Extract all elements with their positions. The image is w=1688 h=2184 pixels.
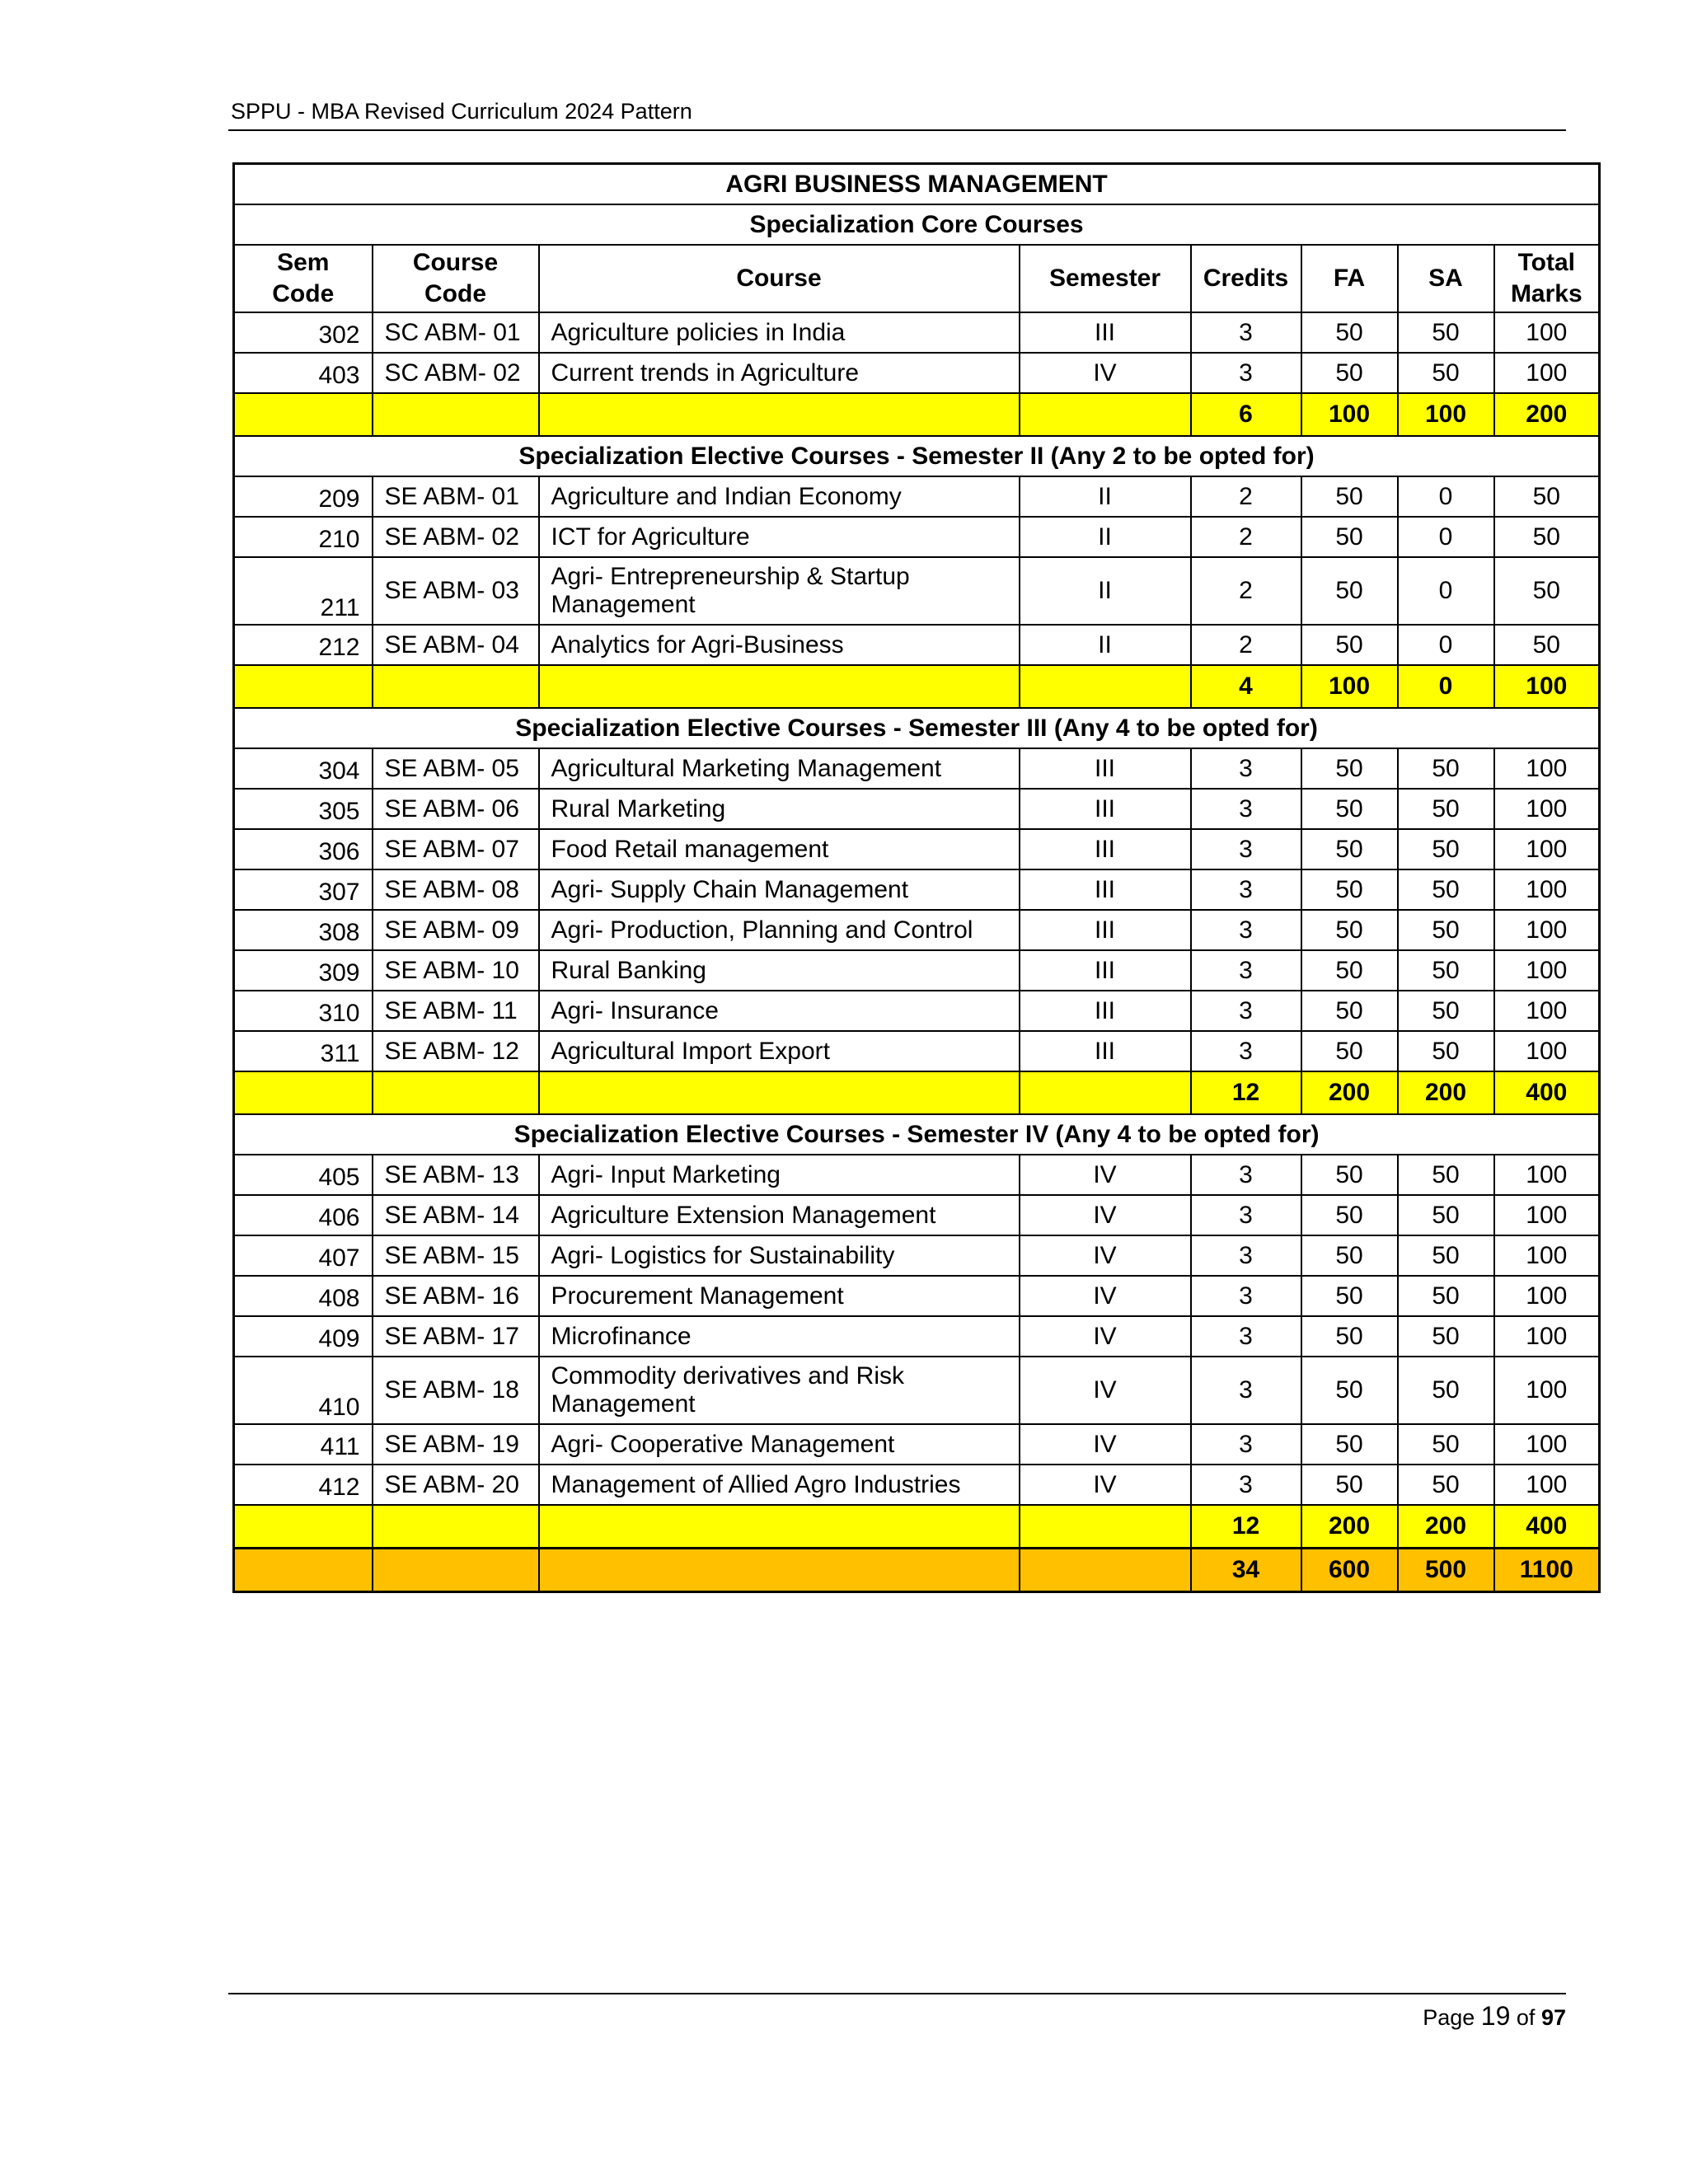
course-name-cell: Agri- Production, Planning and Control	[539, 910, 1020, 950]
total-marks-cell: 100	[1494, 1031, 1600, 1071]
fa-cell: 50	[1301, 625, 1398, 665]
table-row	[234, 950, 1600, 991]
total-marks-cell: 100	[1494, 869, 1600, 910]
total-marks-cell: 100	[1494, 1424, 1600, 1465]
semester-cell: IV	[1020, 1155, 1191, 1195]
sem-code-cell: 305	[234, 789, 373, 829]
fa-cell: 50	[1301, 1276, 1398, 1316]
course-code-cell: SE ABM- 08	[373, 869, 539, 910]
table-row	[234, 869, 1600, 910]
course-code-cell: SE ABM- 02	[373, 517, 539, 557]
empty-cell	[234, 393, 373, 436]
semester-cell: III	[1020, 950, 1191, 991]
total-marks-cell: 50	[1494, 625, 1600, 665]
course-code-cell: SE ABM- 06	[373, 789, 539, 829]
sem-code-cell: 309	[234, 950, 373, 991]
sem-code-cell: 406	[234, 1195, 373, 1235]
sem-code-cell: 311	[234, 1031, 373, 1071]
fa-cell: 50	[1301, 517, 1398, 557]
semester-cell: IV	[1020, 1424, 1191, 1465]
fa-cell: 50	[1301, 1465, 1398, 1505]
total-marks-cell: 100	[1494, 991, 1600, 1031]
credits-cell: 2	[1191, 625, 1301, 665]
empty-cell	[539, 1549, 1020, 1592]
sem-code-cell: 308	[234, 910, 373, 950]
subtotal-total: 200	[1494, 393, 1600, 436]
total-marks-cell: 100	[1494, 312, 1600, 353]
empty-cell	[539, 1505, 1020, 1549]
sem-code-cell: 307	[234, 869, 373, 910]
sa-cell: 0	[1398, 557, 1494, 625]
course-name-cell: Management of Allied Agro Industries	[539, 1465, 1020, 1505]
table-row	[234, 1155, 1600, 1195]
course-code-cell: SE ABM- 09	[373, 910, 539, 950]
subtotal-total: 400	[1494, 1071, 1600, 1114]
col-sa-header: SA	[1398, 245, 1494, 312]
subtotal-credits: 12	[1191, 1505, 1301, 1549]
col-semester-header: Semester	[1020, 245, 1191, 312]
semester-cell: II	[1020, 476, 1191, 517]
empty-cell	[234, 1505, 373, 1549]
subtotal-fa: 100	[1301, 393, 1398, 436]
sem-code-cell: 403	[234, 353, 373, 393]
table-row	[234, 557, 1600, 625]
fa-cell: 50	[1301, 1195, 1398, 1235]
fa-cell: 50	[1301, 748, 1398, 789]
total-marks-cell: 100	[1494, 748, 1600, 789]
col-fa-header: FA	[1301, 245, 1398, 312]
table-row	[234, 1031, 1600, 1071]
course-name-cell: Agri- Logistics for Sustainability	[539, 1235, 1020, 1276]
empty-cell	[234, 665, 373, 708]
semester-cell: IV	[1020, 1195, 1191, 1235]
section-heading: Specialization Core Courses	[234, 204, 1600, 245]
sem-code-cell: 302	[234, 312, 373, 353]
page-number: 19	[1480, 2001, 1511, 2031]
table-row	[234, 312, 1600, 353]
subtotal-credits: 4	[1191, 665, 1301, 708]
credits-cell: 3	[1191, 789, 1301, 829]
course-code-cell: SE ABM- 19	[373, 1424, 539, 1465]
sa-cell: 50	[1398, 829, 1494, 869]
course-code-cell: SE ABM- 20	[373, 1465, 539, 1505]
semester-cell: IV	[1020, 1316, 1191, 1357]
total-marks-cell: 50	[1494, 517, 1600, 557]
course-name-cell: Agri- Entrepreneurship & Startup Management	[539, 557, 1020, 625]
credits-cell: 3	[1191, 869, 1301, 910]
total-marks-cell: 100	[1494, 1357, 1600, 1424]
table-row	[234, 625, 1600, 665]
semester-cell: II	[1020, 517, 1191, 557]
section-heading: Specialization Elective Courses - Semester III (Any 4 to be opted for)	[234, 708, 1600, 748]
subtotal-total: 400	[1494, 1505, 1600, 1549]
sem-code-cell: 410	[234, 1357, 373, 1424]
credits-cell: 3	[1191, 829, 1301, 869]
credits-cell: 3	[1191, 1424, 1301, 1465]
course-code-cell: SE ABM- 03	[373, 557, 539, 625]
credits-cell: 3	[1191, 1465, 1301, 1505]
empty-cell	[1020, 1071, 1191, 1114]
sa-cell: 0	[1398, 625, 1494, 665]
credits-cell: 3	[1191, 1276, 1301, 1316]
empty-cell	[373, 1071, 539, 1114]
course-name-cell: Agri- Insurance	[539, 991, 1020, 1031]
sa-cell: 0	[1398, 517, 1494, 557]
fa-cell: 50	[1301, 1031, 1398, 1071]
credits-cell: 3	[1191, 748, 1301, 789]
empty-cell	[539, 1071, 1020, 1114]
section-heading-row	[234, 436, 1600, 476]
semester-cell: III	[1020, 748, 1191, 789]
fa-cell: 50	[1301, 910, 1398, 950]
table-row	[234, 789, 1600, 829]
course-code-cell: SC ABM- 02	[373, 353, 539, 393]
course-name-cell: Agriculture Extension Management	[539, 1195, 1020, 1235]
fa-cell: 50	[1301, 1155, 1398, 1195]
semester-cell: III	[1020, 789, 1191, 829]
credits-cell: 3	[1191, 1031, 1301, 1071]
table-row	[234, 1357, 1600, 1424]
fa-cell: 50	[1301, 312, 1398, 353]
course-code-cell: SE ABM- 17	[373, 1316, 539, 1357]
sa-cell: 50	[1398, 1424, 1494, 1465]
subtotal-row	[234, 393, 1600, 436]
credits-cell: 2	[1191, 557, 1301, 625]
empty-cell	[373, 393, 539, 436]
sem-code-cell: 409	[234, 1316, 373, 1357]
credits-cell: 3	[1191, 991, 1301, 1031]
subtotal-credits: 6	[1191, 393, 1301, 436]
sem-code-cell: 209	[234, 476, 373, 517]
table-row	[234, 517, 1600, 557]
total-marks-cell: 100	[1494, 1235, 1600, 1276]
fa-cell: 50	[1301, 869, 1398, 910]
credits-cell: 3	[1191, 1155, 1301, 1195]
credits-cell: 2	[1191, 517, 1301, 557]
fa-cell: 50	[1301, 557, 1398, 625]
sem-code-cell: 306	[234, 829, 373, 869]
sa-cell: 50	[1398, 991, 1494, 1031]
section-heading-row	[234, 1114, 1600, 1155]
course-name-cell: Food Retail management	[539, 829, 1020, 869]
course-name-cell: Agriculture and Indian Economy	[539, 476, 1020, 517]
fa-cell: 50	[1301, 1235, 1398, 1276]
sem-code-cell: 310	[234, 991, 373, 1031]
sa-cell: 50	[1398, 1316, 1494, 1357]
subtotal-sa: 200	[1398, 1071, 1494, 1114]
sa-cell: 50	[1398, 1195, 1494, 1235]
fa-cell: 50	[1301, 991, 1398, 1031]
course-name-cell: Rural Banking	[539, 950, 1020, 991]
course-name-cell: Rural Marketing	[539, 789, 1020, 829]
sa-cell: 50	[1398, 1155, 1494, 1195]
subtotal-fa: 200	[1301, 1505, 1398, 1549]
subtotal-sa: 0	[1398, 665, 1494, 708]
section-heading-row	[234, 708, 1600, 748]
header-divider	[228, 129, 1566, 131]
subtotal-credits: 12	[1191, 1071, 1301, 1114]
table-row	[234, 353, 1600, 393]
of-word: of	[1516, 2005, 1536, 2030]
course-code-cell: SE ABM- 18	[373, 1357, 539, 1424]
col-course-code-header: Course Code	[373, 245, 539, 312]
sa-cell: 50	[1398, 353, 1494, 393]
semester-cell: III	[1020, 829, 1191, 869]
table-row	[234, 476, 1600, 517]
sa-cell: 50	[1398, 789, 1494, 829]
sem-code-cell: 412	[234, 1465, 373, 1505]
grand-total-total: 1100	[1494, 1549, 1600, 1592]
fa-cell: 50	[1301, 950, 1398, 991]
credits-cell: 3	[1191, 950, 1301, 991]
semester-cell: IV	[1020, 353, 1191, 393]
sa-cell: 50	[1398, 1276, 1494, 1316]
empty-cell	[539, 665, 1020, 708]
grand-total-fa: 600	[1301, 1549, 1398, 1592]
course-code-cell: SE ABM- 11	[373, 991, 539, 1031]
table-row	[234, 1316, 1600, 1357]
subtotal-row	[234, 665, 1600, 708]
empty-cell	[1020, 665, 1191, 708]
empty-cell	[1020, 1549, 1191, 1592]
sa-cell: 50	[1398, 1031, 1494, 1071]
table-title: AGRI BUSINESS MANAGEMENT	[234, 164, 1600, 205]
sem-code-cell: 304	[234, 748, 373, 789]
col-course-header: Course	[539, 245, 1020, 312]
section-heading: Specialization Elective Courses - Semester IV (Any 4 to be opted for)	[234, 1114, 1600, 1155]
credits-cell: 3	[1191, 312, 1301, 353]
empty-cell	[373, 1549, 539, 1592]
table-row	[234, 748, 1600, 789]
course-name-cell: Microfinance	[539, 1316, 1020, 1357]
course-code-cell: SE ABM- 01	[373, 476, 539, 517]
sem-code-cell: 408	[234, 1276, 373, 1316]
course-code-cell: SE ABM- 16	[373, 1276, 539, 1316]
total-marks-cell: 100	[1494, 1276, 1600, 1316]
total-marks-cell: 100	[1494, 789, 1600, 829]
sem-code-cell: 407	[234, 1235, 373, 1276]
subtotal-total: 100	[1494, 665, 1600, 708]
course-name-cell: ICT for Agriculture	[539, 517, 1020, 557]
course-name-cell: Agri- Input Marketing	[539, 1155, 1020, 1195]
fa-cell: 50	[1301, 353, 1398, 393]
semester-cell: III	[1020, 869, 1191, 910]
credits-cell: 3	[1191, 1357, 1301, 1424]
table-row	[234, 991, 1600, 1031]
course-name-cell: Analytics for Agri-Business	[539, 625, 1020, 665]
subtotal-fa: 100	[1301, 665, 1398, 708]
sem-code-cell: 211	[234, 557, 373, 625]
sa-cell: 50	[1398, 1465, 1494, 1505]
empty-cell	[373, 1505, 539, 1549]
total-marks-cell: 100	[1494, 910, 1600, 950]
credits-cell: 3	[1191, 1316, 1301, 1357]
col-total-marks-header: Total Marks	[1494, 245, 1600, 312]
semester-cell: II	[1020, 625, 1191, 665]
fa-cell: 50	[1301, 1357, 1398, 1424]
credits-cell: 3	[1191, 353, 1301, 393]
fa-cell: 50	[1301, 789, 1398, 829]
total-marks-cell: 100	[1494, 1155, 1600, 1195]
grand-total-credits: 34	[1191, 1549, 1301, 1592]
total-marks-cell: 50	[1494, 476, 1600, 517]
subtotal-fa: 200	[1301, 1071, 1398, 1114]
semester-cell: IV	[1020, 1276, 1191, 1316]
fa-cell: 50	[1301, 476, 1398, 517]
semester-cell: III	[1020, 910, 1191, 950]
course-code-cell: SE ABM- 14	[373, 1195, 539, 1235]
course-code-cell: SE ABM- 12	[373, 1031, 539, 1071]
page-word: Page	[1423, 2005, 1475, 2030]
total-marks-cell: 100	[1494, 1316, 1600, 1357]
course-code-cell: SE ABM- 05	[373, 748, 539, 789]
course-name-cell: Current trends in Agriculture	[539, 353, 1020, 393]
semester-cell: IV	[1020, 1357, 1191, 1424]
subtotal-row	[234, 1071, 1600, 1114]
empty-cell	[234, 1071, 373, 1114]
table-row	[234, 1235, 1600, 1276]
course-name-cell: Agricultural Import Export	[539, 1031, 1020, 1071]
total-marks-cell: 100	[1494, 829, 1600, 869]
empty-cell	[373, 665, 539, 708]
section-heading-row	[234, 204, 1600, 245]
course-code-cell: SE ABM- 10	[373, 950, 539, 991]
sa-cell: 50	[1398, 1357, 1494, 1424]
fa-cell: 50	[1301, 829, 1398, 869]
sa-cell: 50	[1398, 1235, 1494, 1276]
table-row	[234, 1195, 1600, 1235]
table-title-row	[234, 164, 1600, 205]
empty-cell	[1020, 393, 1191, 436]
sa-cell: 50	[1398, 869, 1494, 910]
course-code-cell: SE ABM- 15	[373, 1235, 539, 1276]
semester-cell: IV	[1020, 1235, 1191, 1276]
sa-cell: 50	[1398, 910, 1494, 950]
fa-cell: 50	[1301, 1316, 1398, 1357]
empty-cell	[1020, 1505, 1191, 1549]
grand-total-row	[234, 1549, 1600, 1592]
total-marks-cell: 100	[1494, 1465, 1600, 1505]
sem-code-cell: 212	[234, 625, 373, 665]
table-row	[234, 1276, 1600, 1316]
semester-cell: III	[1020, 991, 1191, 1031]
sem-code-cell: 210	[234, 517, 373, 557]
page-header: SPPU - MBA Revised Curriculum 2024 Pattern	[231, 99, 692, 124]
page-total: 97	[1540, 2005, 1566, 2030]
table-row	[234, 1465, 1600, 1505]
total-marks-cell: 100	[1494, 950, 1600, 991]
course-name-cell: Agri- Cooperative Management	[539, 1424, 1020, 1465]
course-name-cell: Procurement Management	[539, 1276, 1020, 1316]
course-name-cell: Commodity derivatives and Risk Management	[539, 1357, 1020, 1424]
course-code-cell: SC ABM- 01	[373, 312, 539, 353]
course-name-cell: Agricultural Marketing Management	[539, 748, 1020, 789]
sem-code-cell: 405	[234, 1155, 373, 1195]
sa-cell: 50	[1398, 950, 1494, 991]
credits-cell: 3	[1191, 1235, 1301, 1276]
column-header-row	[234, 245, 1600, 312]
credits-cell: 3	[1191, 1195, 1301, 1235]
table-row	[234, 1424, 1600, 1465]
course-name-cell: Agriculture policies in India	[539, 312, 1020, 353]
credits-cell: 3	[1191, 910, 1301, 950]
section-heading: Specialization Elective Courses - Semester II (Any 2 to be opted for)	[234, 436, 1600, 476]
course-code-cell: SE ABM- 07	[373, 829, 539, 869]
curriculum-table	[232, 162, 1601, 1593]
semester-cell: III	[1020, 312, 1191, 353]
sem-code-cell: 411	[234, 1424, 373, 1465]
col-credits-header: Credits	[1191, 245, 1301, 312]
semester-cell: III	[1020, 1031, 1191, 1071]
footer-divider	[228, 1993, 1566, 1994]
semester-cell: IV	[1020, 1465, 1191, 1505]
col-sem-code-header: Sem Code	[234, 245, 373, 312]
total-marks-cell: 50	[1494, 557, 1600, 625]
total-marks-cell: 100	[1494, 1195, 1600, 1235]
total-marks-cell: 100	[1494, 353, 1600, 393]
fa-cell: 50	[1301, 1424, 1398, 1465]
sa-cell: 50	[1398, 312, 1494, 353]
subtotal-sa: 200	[1398, 1505, 1494, 1549]
sa-cell: 0	[1398, 476, 1494, 517]
subtotal-row	[234, 1505, 1600, 1549]
table-row	[234, 829, 1600, 869]
semester-cell: II	[1020, 557, 1191, 625]
grand-total-sa: 500	[1398, 1549, 1494, 1592]
empty-cell	[539, 393, 1020, 436]
table-row	[234, 910, 1600, 950]
subtotal-sa: 100	[1398, 393, 1494, 436]
sa-cell: 50	[1398, 748, 1494, 789]
credits-cell: 2	[1191, 476, 1301, 517]
empty-cell	[234, 1549, 373, 1592]
course-code-cell: SE ABM- 13	[373, 1155, 539, 1195]
course-code-cell: SE ABM- 04	[373, 625, 539, 665]
page-footer	[1423, 2002, 1566, 2032]
course-name-cell: Agri- Supply Chain Management	[539, 869, 1020, 910]
